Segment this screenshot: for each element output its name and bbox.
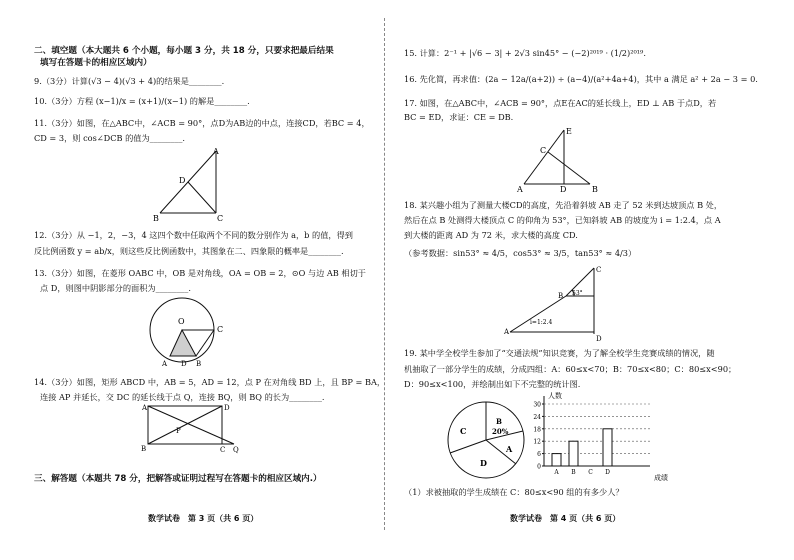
fig17-segment-cb bbox=[548, 152, 590, 184]
question-17-line1: 17. 如图，在△ABC中，∠ACB = 90°，点E在AC的延长线上，ED ⊥ AB 于点D，若 bbox=[404, 98, 717, 108]
question-18-line1: 18. 某兴趣小组为了测量大楼CD的高度，先沿着斜坡 AB 走了 52 米到达坡顶点 B 处， bbox=[404, 200, 723, 210]
fig18-slope-ab bbox=[510, 296, 566, 332]
fig14-label-q: Q bbox=[233, 446, 239, 454]
figure-q11 bbox=[150, 145, 230, 223]
question-12-line2: 反比例函数 y = ab/x，则这些反比例函数中，其图象在二、四象限的概率是________. bbox=[34, 246, 344, 256]
bar-chart-y-tick-label: 0 bbox=[537, 463, 541, 471]
question-11-line1: 11.（3分）如图，在△ABC中，∠ACB = 90°，点D为AB边的中点，连接CD，若BC = 4， bbox=[34, 118, 370, 128]
page-divider bbox=[384, 18, 385, 530]
bar-chart-x-tick-label: B bbox=[571, 469, 576, 476]
figure-q13 bbox=[140, 294, 230, 370]
bar-chart-x-tick-label: A bbox=[554, 469, 559, 476]
pie-label-c: C bbox=[460, 426, 467, 436]
figure-q14 bbox=[140, 400, 240, 456]
fig13-label-c: C bbox=[217, 325, 224, 334]
question-14-line1: 14.（3分）如图，矩形 ABCD 中，AB = 5，AD = 12，点 P 在对角线 BD 上，且 BP = BA， bbox=[34, 377, 386, 387]
question-16: 16. 先化简，再求值：(2a − 12a/(a+2)) ÷ (a−4)/(a²+4a+4)，其中 a 满足 a² + 2a − 3 = 0. bbox=[404, 74, 758, 84]
question-14-line2: 连接 AP 并延长，交 DC 的延长线于点 Q，连接 BQ，则 BQ 的长为________. bbox=[40, 392, 325, 402]
fig18-label-d: D bbox=[596, 335, 602, 342]
question-11-line2: CD = 3，则 cos∠DCB 的值为________. bbox=[34, 133, 186, 143]
question-18-line4: （参考数据：sin53° ≈ 4/5，cos53° ≈ 3/5，tan53° ≈ 4/3） bbox=[404, 248, 637, 258]
fig13-label-a: A bbox=[162, 360, 168, 368]
question-19-line1: 19. 某中学全校学生参加了“交通法规”知识竞赛，为了解全校学生竞赛成绩的情况，随 bbox=[404, 348, 715, 358]
fig17-segment-ae bbox=[524, 130, 564, 184]
page-footer-left: 数学试卷 第 3 页（共 6 页） bbox=[148, 514, 259, 523]
bar-chart-y-tick-label: 24 bbox=[533, 413, 541, 421]
left-page bbox=[0, 0, 386, 560]
bar-chart-x-tick-label: C bbox=[588, 469, 593, 476]
bar-d bbox=[603, 429, 612, 466]
fig18-label-slope: i=1:2.4 bbox=[530, 319, 553, 326]
fig11-label-a: A bbox=[213, 147, 219, 156]
fig18-label-a: A bbox=[504, 328, 510, 336]
bar-chart bbox=[532, 390, 682, 482]
question-10: 10.（3分）方程 (x−1)/x = (x+1)/(x−1) 的解是________. bbox=[34, 96, 250, 106]
bar-chart-y-tick-label: 12 bbox=[533, 438, 541, 446]
section2-title-line1: 二、填空题（本大题共 6 个小题，每小题 3 分，共 18 分，只要求把最后结果 bbox=[34, 46, 334, 56]
pie-label-b-percent: 20% bbox=[492, 427, 509, 436]
page-footer-right: 数学试卷 第 4 页（共 6 页） bbox=[510, 514, 621, 523]
section2-title-line2: 填写在答题卡的相应区域内） bbox=[40, 58, 152, 68]
fig14-label-b: B bbox=[141, 445, 147, 453]
figure-q18 bbox=[502, 262, 608, 342]
fig13-label-o: O bbox=[178, 317, 185, 326]
bar-chart-y-label: 人数 bbox=[548, 392, 562, 400]
fig14-label-d: D bbox=[224, 404, 230, 412]
fig11-segment-cd bbox=[188, 182, 216, 213]
question-13-line2: 点 D，则图中阴影部分的面积为________. bbox=[40, 283, 191, 293]
question-13-line1: 13.（3分）如图，在菱形 OABC 中，OB 是对角线，OA = OB = 2，⊙O 与边 AB 相切于 bbox=[34, 268, 366, 278]
bar-chart-y-tick-label: 6 bbox=[537, 451, 541, 459]
figure-q17 bbox=[516, 124, 602, 196]
fig18-label-angle: 53° bbox=[572, 290, 583, 297]
question-19-line2: 机抽取了一部分学生的成绩，分成四组：A：60≤x<70；B：70≤x<80；C：80≤x<90； bbox=[404, 364, 737, 374]
fig13-label-b: B bbox=[196, 360, 202, 368]
fig11-label-c: C bbox=[217, 214, 224, 223]
pie-label-a: A bbox=[506, 444, 513, 454]
section3-title: 三、解答题（本题共 78 分，把解答或证明过程写在答题卡的相应区域内.） bbox=[34, 474, 322, 484]
bar-a bbox=[552, 454, 561, 466]
fig14-segment-aq bbox=[148, 406, 234, 444]
fig14-label-a: A bbox=[142, 404, 148, 412]
bar-b bbox=[569, 441, 578, 466]
bar-chart-y-tick-label: 30 bbox=[533, 401, 541, 409]
fig13-label-d: D bbox=[181, 360, 187, 368]
question-12-line1: 12.（3分）从 −1，2，−3，4 这四个数中任取两个不同的数分别作为 a，b 的值，得到 bbox=[34, 230, 353, 240]
fig17-label-c: C bbox=[540, 146, 547, 155]
question-18-line3: 到大楼的距离 AD 为 72 米，求大楼的高度 CD. bbox=[404, 230, 578, 240]
question-19-part1: （1）求被抽取的学生成绩在 C：80≤x<90 组的有多少人？ bbox=[404, 487, 624, 497]
fig17-label-e: E bbox=[566, 127, 572, 136]
question-18-line2: 然后在点 B 处测得大楼顶点 C 的仰角为 53°，已知斜坡 AB 的坡度为 i = 1:2.4，点 A bbox=[404, 215, 721, 225]
fig11-label-b: B bbox=[153, 214, 159, 223]
fig13-shaded-region bbox=[170, 330, 196, 356]
question-17-line2: BC = ED，求证：CE = DB. bbox=[404, 112, 514, 122]
pie-chart bbox=[444, 398, 528, 482]
fig17-label-a: A bbox=[517, 185, 523, 194]
fig14-label-c: C bbox=[220, 446, 226, 454]
bar-chart-y-tick-label: 18 bbox=[533, 426, 541, 434]
fig18-label-b: B bbox=[558, 292, 564, 300]
fig11-label-d: D bbox=[179, 176, 186, 185]
right-page bbox=[390, 0, 794, 560]
fig18-label-c: C bbox=[596, 266, 602, 274]
fig17-label-b: B bbox=[592, 185, 598, 194]
fig14-label-p: P bbox=[176, 427, 181, 435]
fig14-diagonal-bd bbox=[148, 406, 222, 444]
pie-label-b: B bbox=[496, 417, 502, 426]
bar-chart-x-label: 成绩 bbox=[654, 474, 668, 482]
fig17-label-d: D bbox=[560, 185, 567, 194]
question-9: 9.（3分）计算(√3 − 4)(√3 + 4)的结果是________. bbox=[34, 76, 225, 86]
bar-chart-x-tick-label: D bbox=[605, 469, 610, 476]
question-19-line3: D：90≤x<100，并绘制出如下不完整的统计图. bbox=[404, 379, 581, 389]
question-15: 15. 计算：2⁻¹ + |√6 − 3| + 2√3 sin45° − (−2)²⁰¹⁹ · (1/2)²⁰¹⁹. bbox=[404, 48, 646, 58]
pie-label-d: D bbox=[480, 458, 487, 468]
